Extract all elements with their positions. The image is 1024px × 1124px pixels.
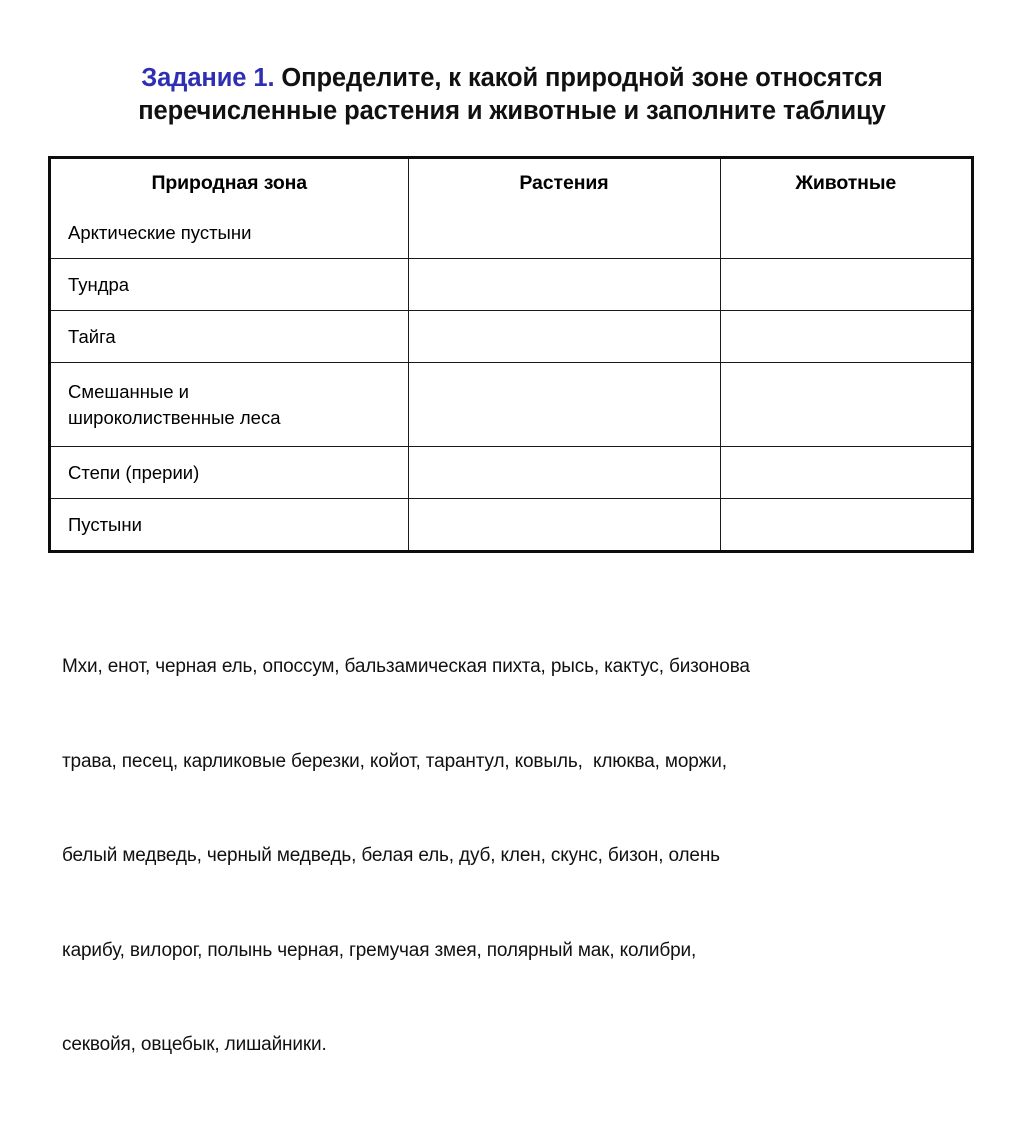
plants-cell-arctic-deserts[interactable]	[408, 207, 720, 259]
zone-label-steppes-prairies: Степи (прерии)	[51, 447, 408, 499]
plants-cell-mixed-broadleaf-forests[interactable]	[408, 363, 720, 447]
word-bank-line-3: белый медведь, черный медведь, белая ель, дуб, клен, скунс, бизон, олень	[62, 845, 720, 866]
table-row	[51, 447, 971, 499]
zone-label-mixed-broadleaf-forests-line2: широколиственные леса	[68, 406, 281, 428]
word-bank-line-2: трава, песец, карликовые березки, койот, тарантул, ковыль, клюква, моржи,	[62, 750, 727, 772]
animals-cell-mixed-broadleaf-forests[interactable]	[720, 363, 971, 447]
animals-cell-steppes-prairies[interactable]	[720, 447, 971, 499]
title-line-1	[48, 62, 976, 95]
zone-label-taiga: Тайга	[51, 311, 408, 363]
plants-cell-taiga[interactable]	[408, 311, 720, 363]
animals-cell-tundra[interactable]	[720, 259, 971, 311]
word-bank	[62, 588, 982, 1124]
zone-label-tundra: Тундра	[51, 259, 408, 311]
task-instruction-line-2: перечисленные растения и животные и заполните таблицу	[138, 97, 886, 125]
nature-zones-table	[51, 159, 971, 550]
table-row	[51, 259, 971, 311]
column-header-plants: Растения	[408, 159, 720, 207]
word-bank-line-4: карибу, вилорог, полынь черная, гремучая змея, полярный мак, колибри,	[62, 939, 697, 961]
nature-zones-table-container	[48, 156, 974, 553]
table-row	[51, 207, 971, 259]
animals-cell-deserts[interactable]	[720, 499, 971, 551]
page-title	[48, 62, 976, 128]
table-row	[51, 499, 971, 551]
task-number-label: Задание 1.	[141, 64, 275, 92]
table-row	[51, 311, 971, 363]
word-bank-line-1: Мхи, енот, черная ель, опоссум, бальзамическая пихта, рысь, кактус, бизонова	[62, 656, 750, 677]
column-header-zone: Природная зона	[51, 159, 408, 207]
task-instruction-line-1: Определите, к какой природной зоне относятся	[274, 64, 883, 92]
column-header-animals: Животные	[720, 159, 971, 207]
table-header-row	[51, 159, 971, 207]
zone-label-arctic-deserts: Арктические пустыни	[51, 207, 408, 259]
zone-label-mixed-broadleaf-forests: Смешанные и широколиственные леса	[51, 363, 408, 447]
table-row	[51, 363, 971, 447]
animals-cell-arctic-deserts[interactable]	[720, 207, 971, 259]
plants-cell-tundra[interactable]	[408, 259, 720, 311]
plants-cell-deserts[interactable]	[408, 499, 720, 551]
animals-cell-taiga[interactable]	[720, 311, 971, 363]
word-bank-line-5: секвойя, овцебык, лишайники.	[62, 1034, 327, 1055]
plants-cell-steppes-prairies[interactable]	[408, 447, 720, 499]
zone-label-deserts: Пустыни	[51, 499, 408, 551]
